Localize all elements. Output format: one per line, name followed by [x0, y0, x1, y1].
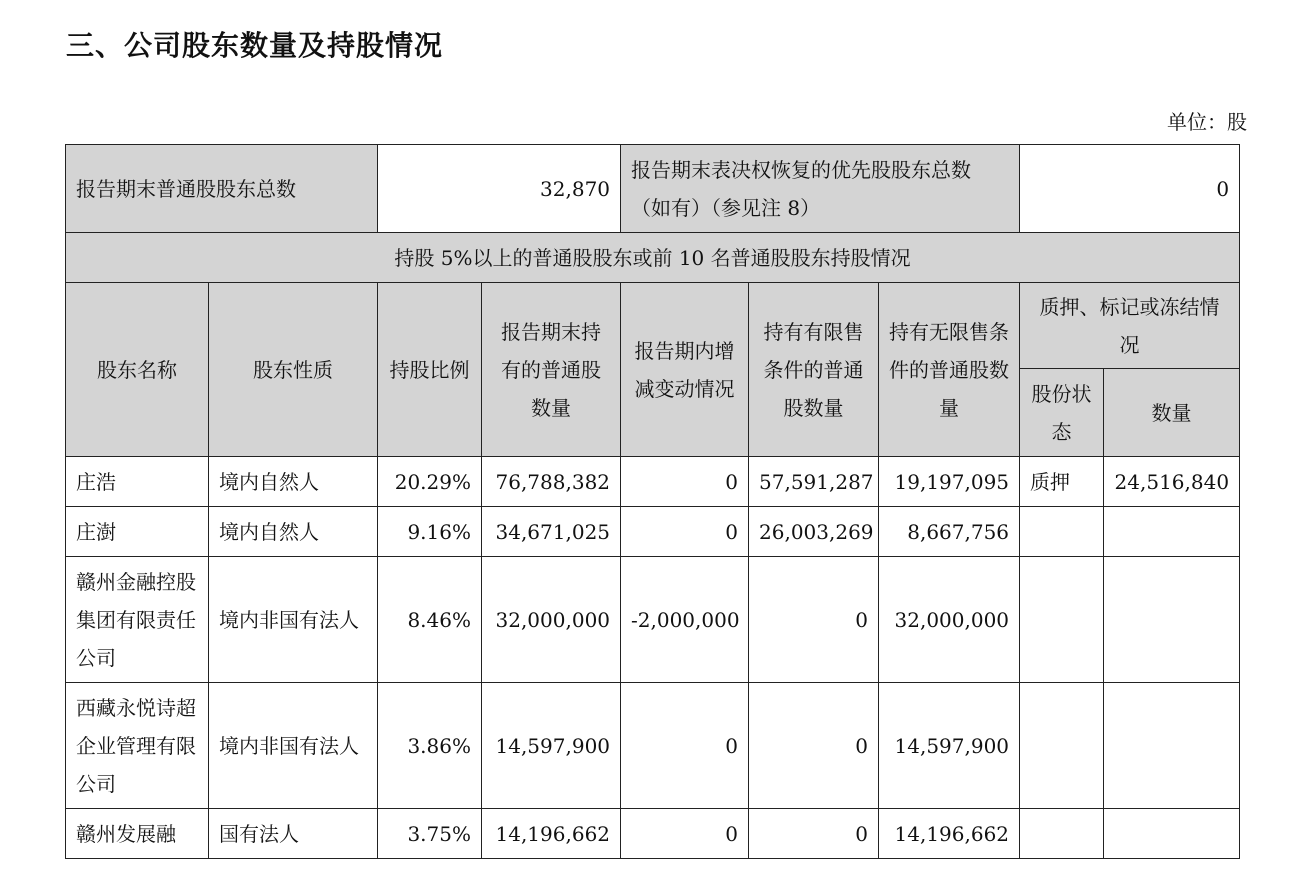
caption-row	[66, 233, 1240, 283]
header-shares: 报告期末持有的普通股数量	[482, 283, 621, 457]
cell-restricted: 57,591,287	[749, 457, 879, 507]
header-row-1	[66, 283, 1240, 369]
table-row	[66, 457, 1240, 507]
table-row	[66, 809, 1240, 859]
summary-row	[66, 145, 1240, 233]
cell-change: 0	[621, 457, 749, 507]
header-unrestricted: 持有无限售条件的普通股数量	[879, 283, 1020, 457]
cell-pledge-qty: 24,516,840	[1104, 457, 1240, 507]
cell-change: 0	[621, 809, 749, 859]
cell-name: 庄浩	[66, 457, 209, 507]
cell-nature: 境内自然人	[209, 457, 378, 507]
cell-nature: 境内非国有法人	[209, 557, 378, 683]
header-restricted: 持有有限售条件的普通股数量	[749, 283, 879, 457]
cell-restricted: 0	[749, 809, 879, 859]
cell-pledge-qty	[1104, 507, 1240, 557]
cell-ratio: 20.29%	[378, 457, 482, 507]
cell-unrestricted: 19,197,095	[879, 457, 1020, 507]
cell-ratio: 8.46%	[378, 557, 482, 683]
common-holders-label: 报告期末普通股股东总数	[66, 145, 378, 233]
cell-restricted: 0	[749, 683, 879, 809]
cell-change: 0	[621, 683, 749, 809]
header-ratio: 持股比例	[378, 283, 482, 457]
cell-shares: 34,671,025	[482, 507, 621, 557]
cell-ratio: 9.16%	[378, 507, 482, 557]
cell-ratio: 3.75%	[378, 809, 482, 859]
cell-ratio: 3.86%	[378, 683, 482, 809]
cell-name: 赣州金融控股集团有限责任公司	[66, 557, 209, 683]
header-name: 股东名称	[66, 283, 209, 457]
cell-shares: 76,788,382	[482, 457, 621, 507]
cell-nature: 境内自然人	[209, 507, 378, 557]
cell-pledge-qty	[1104, 557, 1240, 683]
cell-pledge-status	[1020, 809, 1104, 859]
cell-unrestricted: 14,597,900	[879, 683, 1020, 809]
cell-unrestricted: 14,196,662	[879, 809, 1020, 859]
shareholders-table	[65, 144, 1240, 859]
cell-change: 0	[621, 507, 749, 557]
preferred-holders-label: 报告期末表决权恢复的优先股股东总数（如有）（参见注 8）	[621, 145, 1020, 233]
section-title: 三、公司股东数量及持股情况	[66, 29, 444, 62]
cell-restricted: 26,003,269	[749, 507, 879, 557]
cell-unrestricted: 32,000,000	[879, 557, 1020, 683]
header-pledge-status: 股份状态	[1020, 369, 1104, 457]
cell-shares: 32,000,000	[482, 557, 621, 683]
cell-nature: 国有法人	[209, 809, 378, 859]
table-row	[66, 507, 1240, 557]
cell-pledge-status	[1020, 557, 1104, 683]
cell-name: 赣州发展融	[66, 809, 209, 859]
preferred-holders-value: 0	[1020, 145, 1240, 233]
cell-shares: 14,597,900	[482, 683, 621, 809]
cell-restricted: 0	[749, 557, 879, 683]
header-nature: 股东性质	[209, 283, 378, 457]
table-row	[66, 557, 1240, 683]
cell-name: 西藏永悦诗超企业管理有限公司	[66, 683, 209, 809]
cell-pledge-status	[1020, 683, 1104, 809]
cell-pledge-status	[1020, 507, 1104, 557]
cell-pledge-qty	[1104, 683, 1240, 809]
common-holders-value: 32,870	[378, 145, 621, 233]
cell-shares: 14,196,662	[482, 809, 621, 859]
cell-name: 庄澍	[66, 507, 209, 557]
header-pledge-group: 质押、标记或冻结情况	[1020, 283, 1240, 369]
table-row	[66, 683, 1240, 809]
cell-pledge-status: 质押	[1020, 457, 1104, 507]
cell-pledge-qty	[1104, 809, 1240, 859]
unit-label: 单位：股	[1167, 110, 1247, 134]
cell-nature: 境内非国有法人	[209, 683, 378, 809]
section-caption: 持股 5%以上的普通股股东或前 10 名普通股股东持股情况	[66, 233, 1240, 283]
header-pledge-qty: 数量	[1104, 369, 1240, 457]
cell-change: -2,000,000	[621, 557, 749, 683]
header-change: 报告期内增减变动情况	[621, 283, 749, 457]
cell-unrestricted: 8,667,756	[879, 507, 1020, 557]
